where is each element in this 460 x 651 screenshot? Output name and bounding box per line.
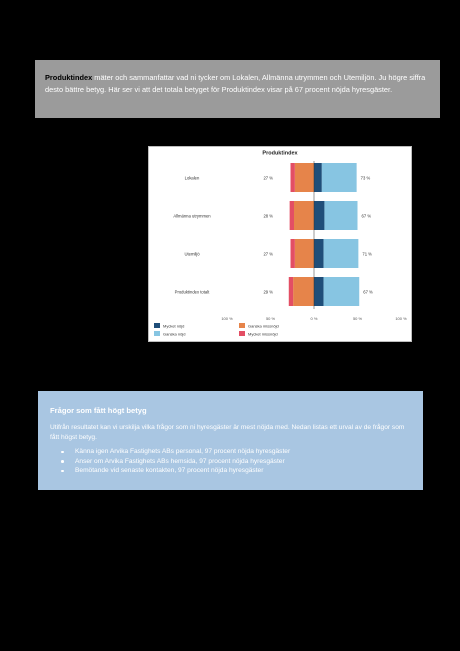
bar-segment: [290, 201, 294, 230]
bar-segment: [289, 277, 293, 306]
right-sum-label: 67 %: [361, 213, 372, 219]
bar-segment: [291, 239, 295, 268]
category-label: Produktindex totalt: [174, 289, 210, 295]
legend-label: Mycket nöjd: [163, 323, 185, 329]
bar-segment: [295, 239, 314, 268]
right-sum-label: 67 %: [363, 289, 373, 295]
legend-swatch: [154, 323, 160, 328]
legend-swatch: [239, 331, 245, 336]
praise-list-item: Anser om Arvika Fastighets ABs hemsida, 97 procent nöjda hyresgäster: [75, 457, 411, 467]
bar-segment: [314, 201, 324, 230]
legend-label: Ganska missnöjd: [248, 323, 279, 329]
category-label: Allmänna utrymmen: [173, 213, 211, 219]
bar-segment: [314, 163, 322, 192]
praise-list: [50, 447, 411, 476]
produktindex-intro-text: mäter och sammanfattar vad ni tycker om Lokalen, Allmänna utrymmen och Utemiljön. Ju högre siffra desto bättre betyg. Här ser vi att det totala betyget för Produktindex visar på 67 procent nöjda hyresgäster.: [45, 73, 426, 94]
praise-questions-box: [38, 391, 423, 490]
bar-segment: [294, 201, 314, 230]
x-tick-label: 50 %: [265, 316, 276, 321]
legend-swatch: [154, 331, 160, 336]
left-sum-label: 27 %: [263, 175, 273, 181]
bar-segment: [324, 239, 359, 268]
right-sum-label: 73 %: [360, 175, 371, 181]
praise-heading: Frågor som fått högt betyg: [50, 406, 147, 415]
x-tick-label: 100 %: [221, 316, 233, 321]
bar-segment: [291, 163, 295, 192]
legend-label: Ganska nöjd: [163, 331, 186, 337]
chart-title: Produktindex: [262, 150, 298, 157]
category-label: Utemiljö: [184, 251, 200, 257]
bar-segment: [322, 163, 357, 192]
x-tick-label: 0 %: [310, 316, 318, 321]
category-label: Lokalen: [184, 175, 200, 181]
praise-list-item: Bemötande vid senaste kontakten, 97 procent nöjda hyresgäster: [75, 466, 411, 476]
bar-segment: [293, 277, 314, 306]
legend-swatch: [239, 323, 245, 328]
legend-label: Mycket missnöjd: [248, 331, 278, 337]
praise-intro: Utifrån resultatet kan vi urskilja vilka frågor som ni hyresgäster är mest nöjda med. Nedan listas ett urval av de frågor som fått högst betyg.: [50, 424, 405, 441]
left-sum-label: 28 %: [263, 213, 273, 219]
bar-segment: [324, 277, 360, 306]
produktindex-term: Produktindex: [45, 73, 93, 82]
bar-segment: [314, 239, 324, 268]
produktindex-intro-box: [35, 60, 440, 118]
bar-segment: [324, 201, 357, 230]
right-sum-label: 71 %: [362, 251, 372, 257]
left-sum-label: 27 %: [263, 251, 273, 257]
x-tick-label: 100 %: [395, 316, 407, 321]
bar-segment: [295, 163, 314, 192]
x-tick-label: 50 %: [352, 316, 363, 321]
praise-list-item: Känna igen Arvika Fastighets ABs personal, 97 procent nöjda hyresgäster: [75, 447, 411, 457]
left-sum-label: 29 %: [263, 289, 273, 295]
chart-canvas: [149, 147, 411, 341]
bar-segment: [314, 277, 324, 306]
produktindex-chart: [148, 146, 412, 342]
